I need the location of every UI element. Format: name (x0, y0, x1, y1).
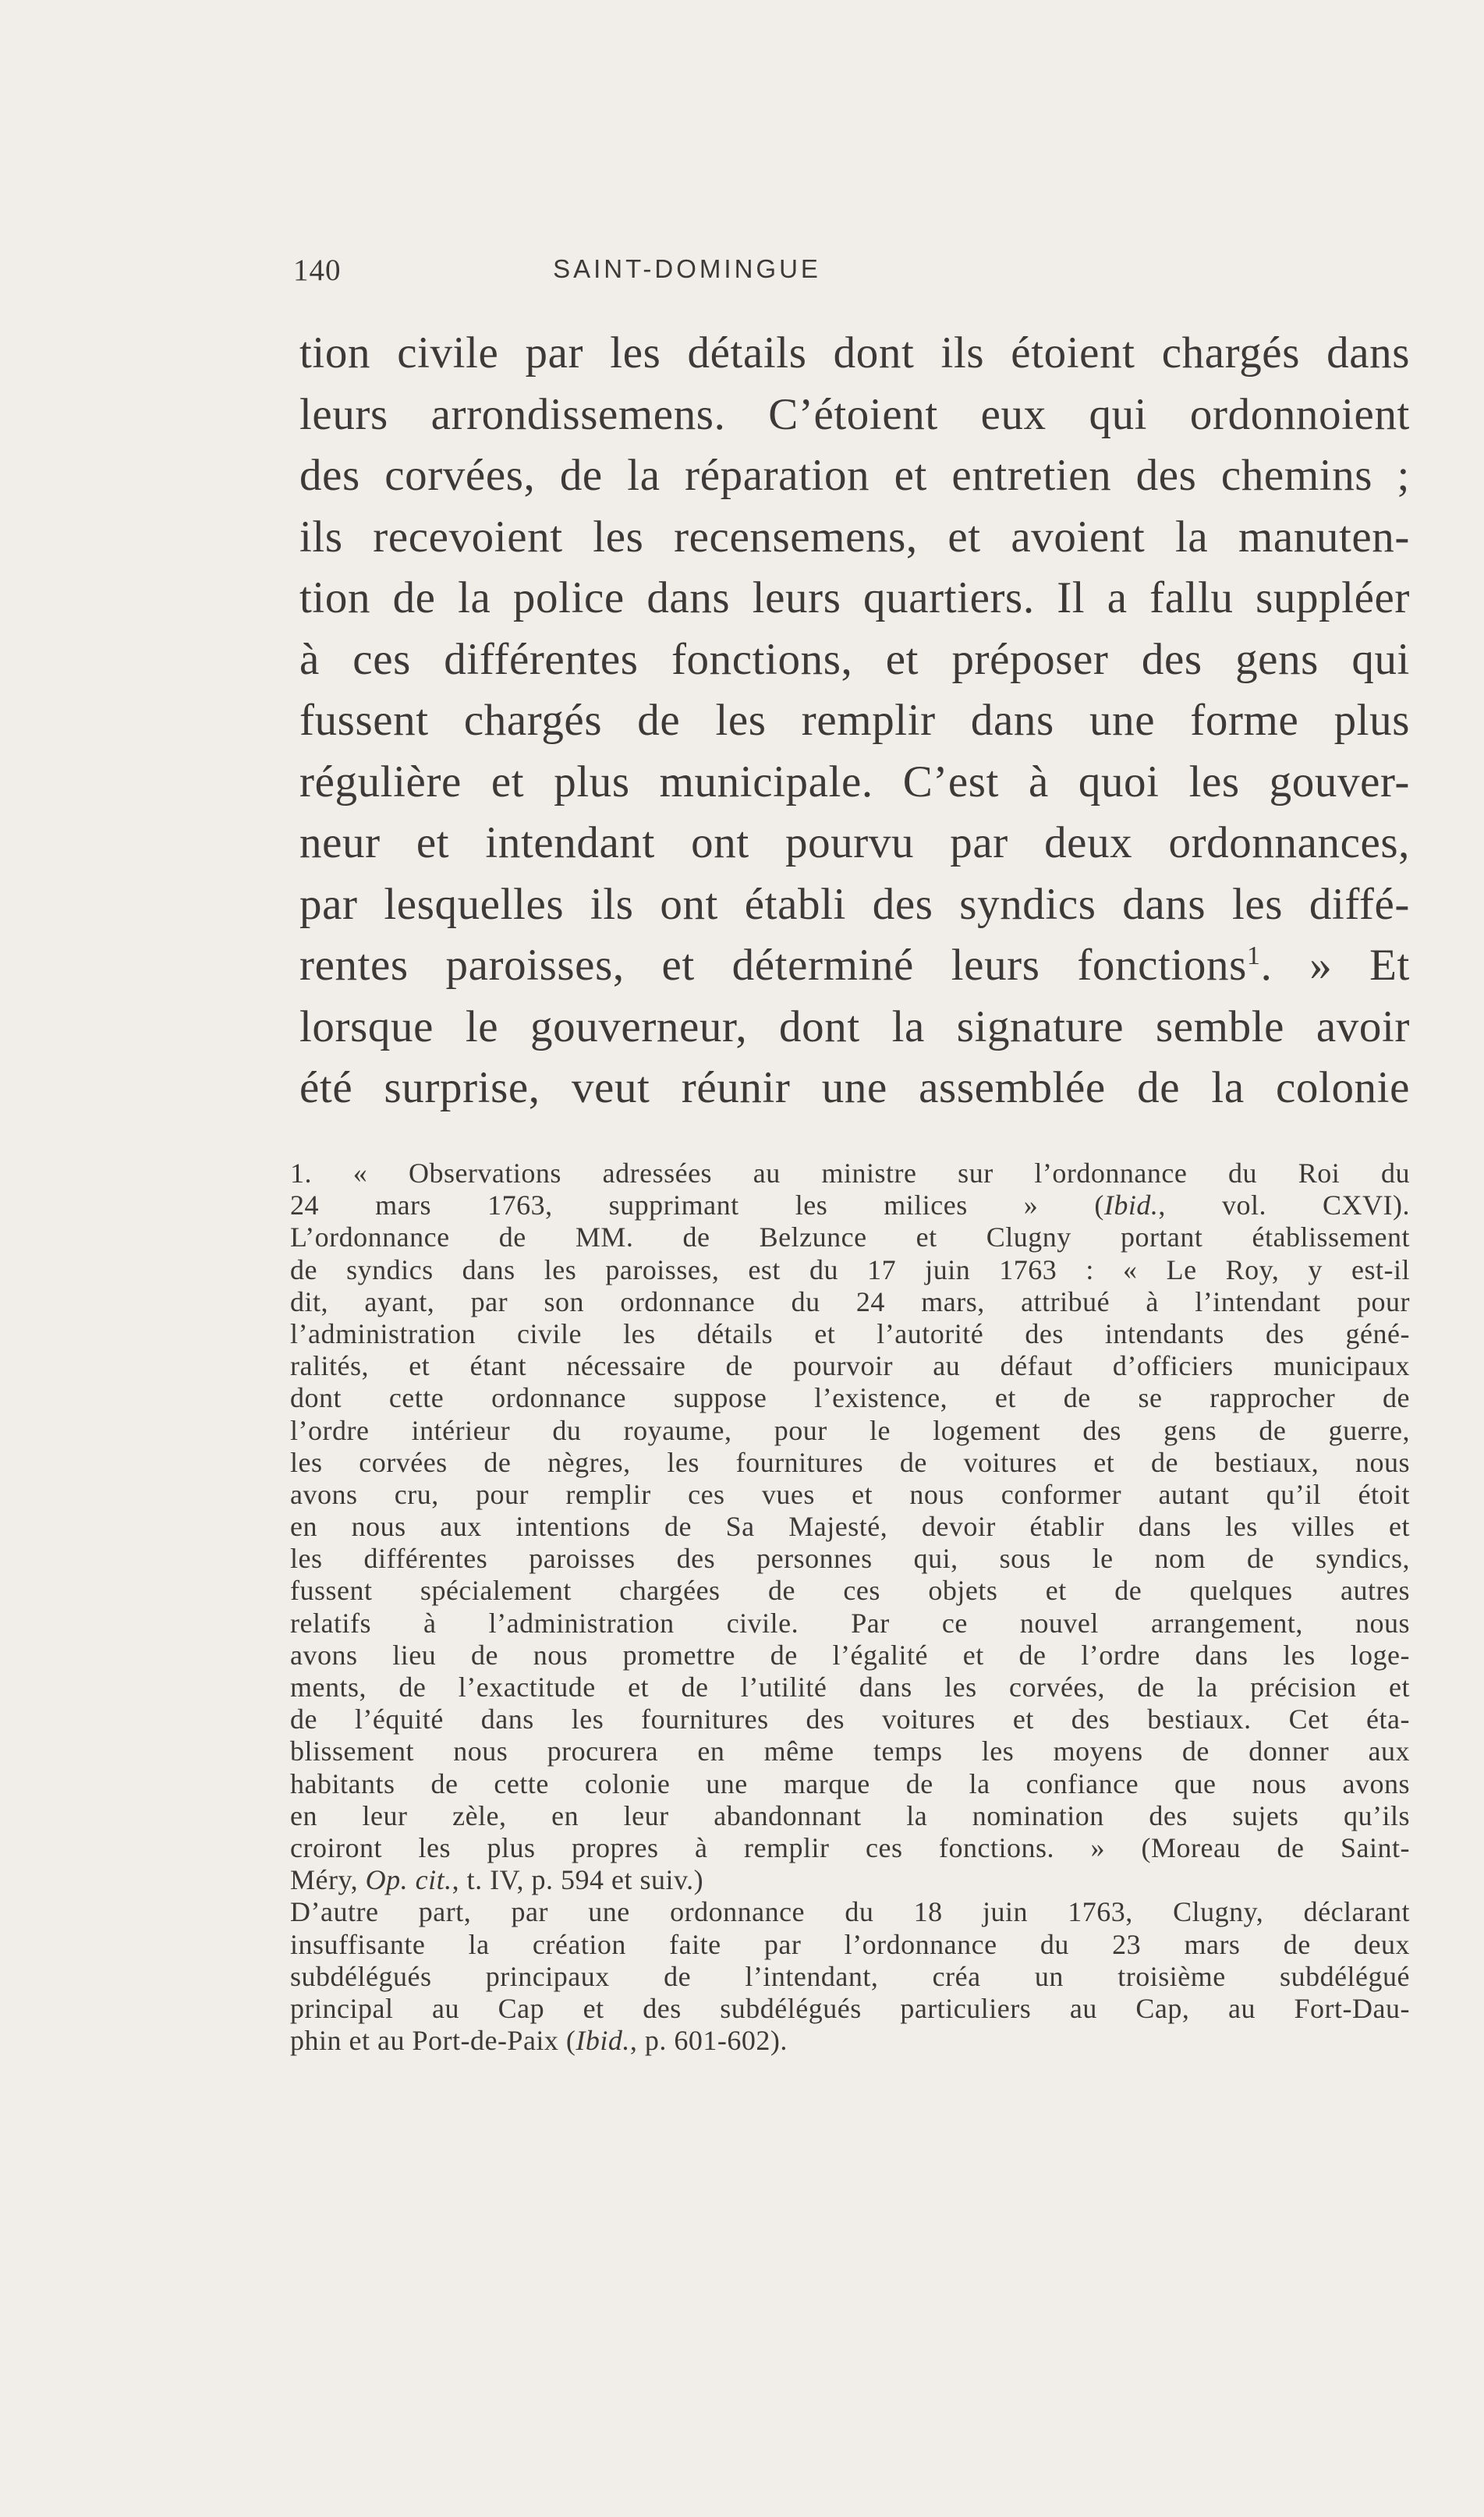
footnote-line: fussent spécialement chargées de ces objets et de quelques autres (290, 1575, 1410, 1607)
footnote-line (290, 1864, 1410, 1896)
footnote-segment: phin et au Port-de-Paix ( (290, 2025, 576, 2057)
footnote-line: avons lieu de nous promettre de l’égalité et de l’ordre dans les loge- (290, 1639, 1410, 1671)
footnote-italic: Op. cit. (365, 1864, 452, 1896)
text-line: à ces différentes fonctions, et préposer des gens qui (299, 634, 1410, 684)
text-line: leurs arrondissemens. C’étoient eux qui ordonnoient (299, 389, 1410, 439)
footnote-line: en leur zèle, en leur abandonnant la nomination des sujets qu’ils (290, 1799, 1410, 1831)
text-segment: rentes paroisses, et déterminé leurs fonctions (299, 941, 1247, 990)
footnote-line: de syndics dans les paroisses, est du 17 juin 1763 : « Le Roy, y est-il (290, 1253, 1410, 1285)
footnote-line: les corvées de nègres, les fournitures de voitures et de bestiaux, nous (290, 1446, 1410, 1478)
text-line (299, 935, 1410, 997)
footnote-segment: Méry, (290, 1864, 366, 1896)
footnote-italic: Ibid. (1103, 1189, 1159, 1221)
footnote-line: 1. « Observations adressées au ministre sur l’ordonnance du Roi du (290, 1157, 1410, 1189)
footnote-line: ralités, et étant nécessaire de pourvoir au défaut d’officiers municipaux (290, 1350, 1410, 1382)
footnote-line: l’ordre intérieur du royaume, pour le logement des gens de guerre, (290, 1414, 1410, 1446)
running-head: SAINT-DOMINGUE (553, 254, 821, 283)
footnotes (290, 1157, 1410, 2057)
text-line: neur et intendant ont pourvu par deux ordonnances, (299, 818, 1410, 867)
text-line: tion civile par les détails dont ils étoient chargés dans (299, 328, 1410, 378)
text-line: ils recevoient les recensemens, et avoient la manuten- (299, 512, 1410, 562)
footnote-line: relatifs à l’administration civile. Par ce nouvel arrangement, nous (290, 1607, 1410, 1639)
footnote-line: habitants de cette colonie une marque de la confiance que nous avons (290, 1767, 1410, 1799)
page-header (293, 253, 1081, 300)
footnote-line (290, 2025, 1410, 2057)
footnote-line: en nous aux intentions de Sa Majesté, devoir établir dans les villes et (290, 1511, 1410, 1543)
footnote-line: insuffisante la création faite par l’ordonnance du 23 mars de deux (290, 1928, 1410, 1960)
page-number: 140 (293, 253, 342, 287)
footnote-line (290, 1189, 1410, 1221)
text-line: été surprise, veut réunir une assemblée de la colonie (299, 1063, 1410, 1112)
text-segment: . » Et (1260, 941, 1410, 990)
footnote-segment: , t. IV, p. 594 et suiv.) (452, 1864, 704, 1896)
footnote-line: de l’équité dans les fournitures des voitures et des bestiaux. Cet éta- (290, 1703, 1410, 1735)
footnote-line: blissement nous procurera en même temps les moyens de donner aux (290, 1735, 1410, 1767)
footnote-line: dont cette ordonnance suppose l’existence, et de se rapprocher de (290, 1382, 1410, 1414)
text-line: tion de la police dans leurs quartiers. Il a fallu suppléer (299, 573, 1410, 622)
footnote-line: subdélégués principaux de l’intendant, créa un troisième subdélégué (290, 1960, 1410, 1992)
footnote-segment: 24 mars 1763, supprimant les milices » ( (290, 1189, 1104, 1221)
text-line: régulière et plus municipale. C’est à quoi les gouver- (299, 757, 1410, 807)
text-line: lorsque le gouverneur, dont la signature semble avoir (299, 1001, 1410, 1051)
footnote-line: ments, de l’exactitude et de l’utilité dans les corvées, de la précision et (290, 1672, 1410, 1703)
footnote-line: D’autre part, par une ordonnance du 18 juin 1763, Clugny, déclarant (290, 1896, 1410, 1928)
footnote-line: avons cru, pour remplir ces vues et nous conformer autant qu’il étoit (290, 1478, 1410, 1510)
footnote-line: L’ordonnance de MM. de Belzunce et Clugny portant établissement (290, 1221, 1410, 1253)
footnote-segment: , p. 601-602). (629, 2025, 788, 2057)
footnote-line: dit, ayant, par son ordonnance du 24 mars, attribué à l’intendant pour (290, 1285, 1410, 1317)
footnote-segment: , vol. CXVI). (1158, 1189, 1410, 1221)
text-line: fussent chargés de les remplir dans une forme plus (299, 696, 1410, 745)
footnote-line: principal au Cap et des subdélégués particuliers au Cap, au Fort-Dau- (290, 1992, 1410, 2024)
footnote-line: croiront les plus propres à remplir ces fonctions. » (Moreau de Saint- (290, 1831, 1410, 1863)
footnote-line: l’administration civile les détails et l’autorité des intendants des géné- (290, 1317, 1410, 1349)
text-line: des corvées, de la réparation et entretien des chemins ; (299, 451, 1410, 500)
text-line: par lesquelles ils ont établi des syndics dans les diffé- (299, 879, 1410, 929)
main-text (299, 323, 1410, 1119)
footnote-line: les différentes paroisses des personnes qui, sous le nom de syndics, (290, 1543, 1410, 1575)
footnote-marker: 1 (1246, 941, 1261, 970)
footnote-italic: Ibid. (576, 2025, 630, 2057)
